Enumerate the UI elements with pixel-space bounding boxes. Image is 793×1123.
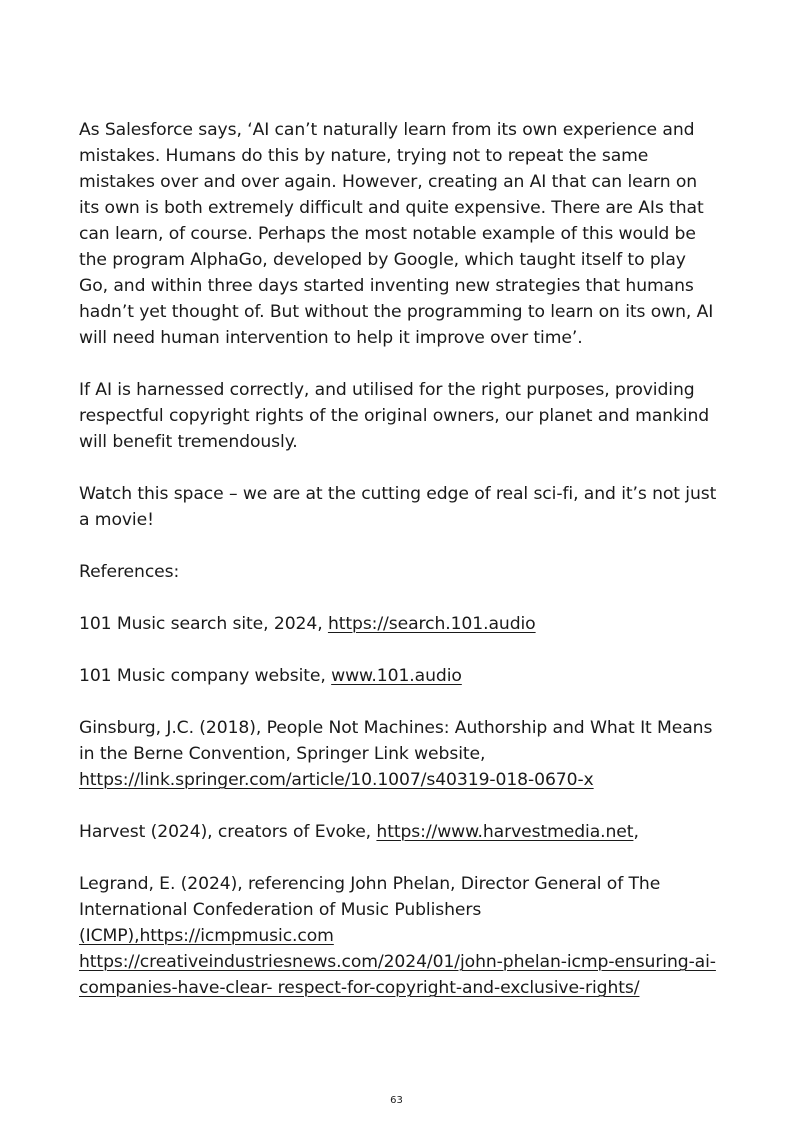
reference-text: Legrand, E. (2024), referencing John Phelan, Director General of The International Confederation of Music Publishers	[79, 874, 661, 920]
reference-item	[79, 819, 719, 845]
reference-link[interactable]: https://link.springer.com/article/10.1007/s40319-018-0670-x	[79, 770, 594, 790]
reference-text: Harvest (2024), creators of Evoke,	[79, 822, 377, 842]
reference-item	[79, 611, 719, 637]
reference-link-secondary[interactable]: https://creativeindustriesnews.com/2024/01/john-phelan-icmp-ensuring-ai-companies-have-clear- respect-for-copyright-and-exclusive-rights/	[79, 952, 716, 998]
reference-link[interactable]: https://www.harvestmedia.net	[376, 822, 634, 842]
reference-item	[79, 715, 719, 793]
reference-link[interactable]: (ICMP),https://icmpmusic.com	[79, 926, 334, 946]
reference-link[interactable]: www.101.audio	[331, 666, 462, 686]
references-heading: References:	[79, 562, 180, 582]
page-number: 63	[390, 1095, 403, 1106]
reference-item	[79, 663, 719, 689]
reference-item	[79, 871, 719, 1001]
document-page	[79, 117, 719, 1027]
body-paragraph: If AI is harnessed correctly, and utilised for the right purposes, providing respectful copyright rights of the original owners, our planet and mankind will benefit tremendously.	[79, 380, 710, 452]
reference-text: 101 Music company website,	[79, 666, 332, 686]
reference-text: 101 Music search site, 2024,	[79, 614, 328, 634]
body-paragraph: As Salesforce says, ‘AI can’t naturally learn from its own experience and mistakes. Humans do this by nature, trying not to repeat the same mistakes over and over again. However, creating an AI that can learn on its own is both extremely difficult and quite expensive. There are AIs that can learn, of course. Perhaps the most notable example of this would be the program AlphaGo, developed by Google, which taught itself to play Go, and within three days started inventing new strategies that humans hadn’t yet thought of. But without the programming to learn on its own, AI will need human intervention to help it improve over time’.	[79, 120, 714, 348]
body-paragraph: Watch this space – we are at the cutting edge of real sci-fi, and it’s not just a movie!	[79, 484, 717, 530]
reference-trailing: ,	[633, 822, 639, 842]
reference-link[interactable]: https://search.101.audio	[327, 614, 536, 634]
reference-text: Ginsburg, J.C. (2018), People Not Machines: Authorship and What It Means in the Berne Convention, Springer Link website,	[79, 718, 713, 764]
